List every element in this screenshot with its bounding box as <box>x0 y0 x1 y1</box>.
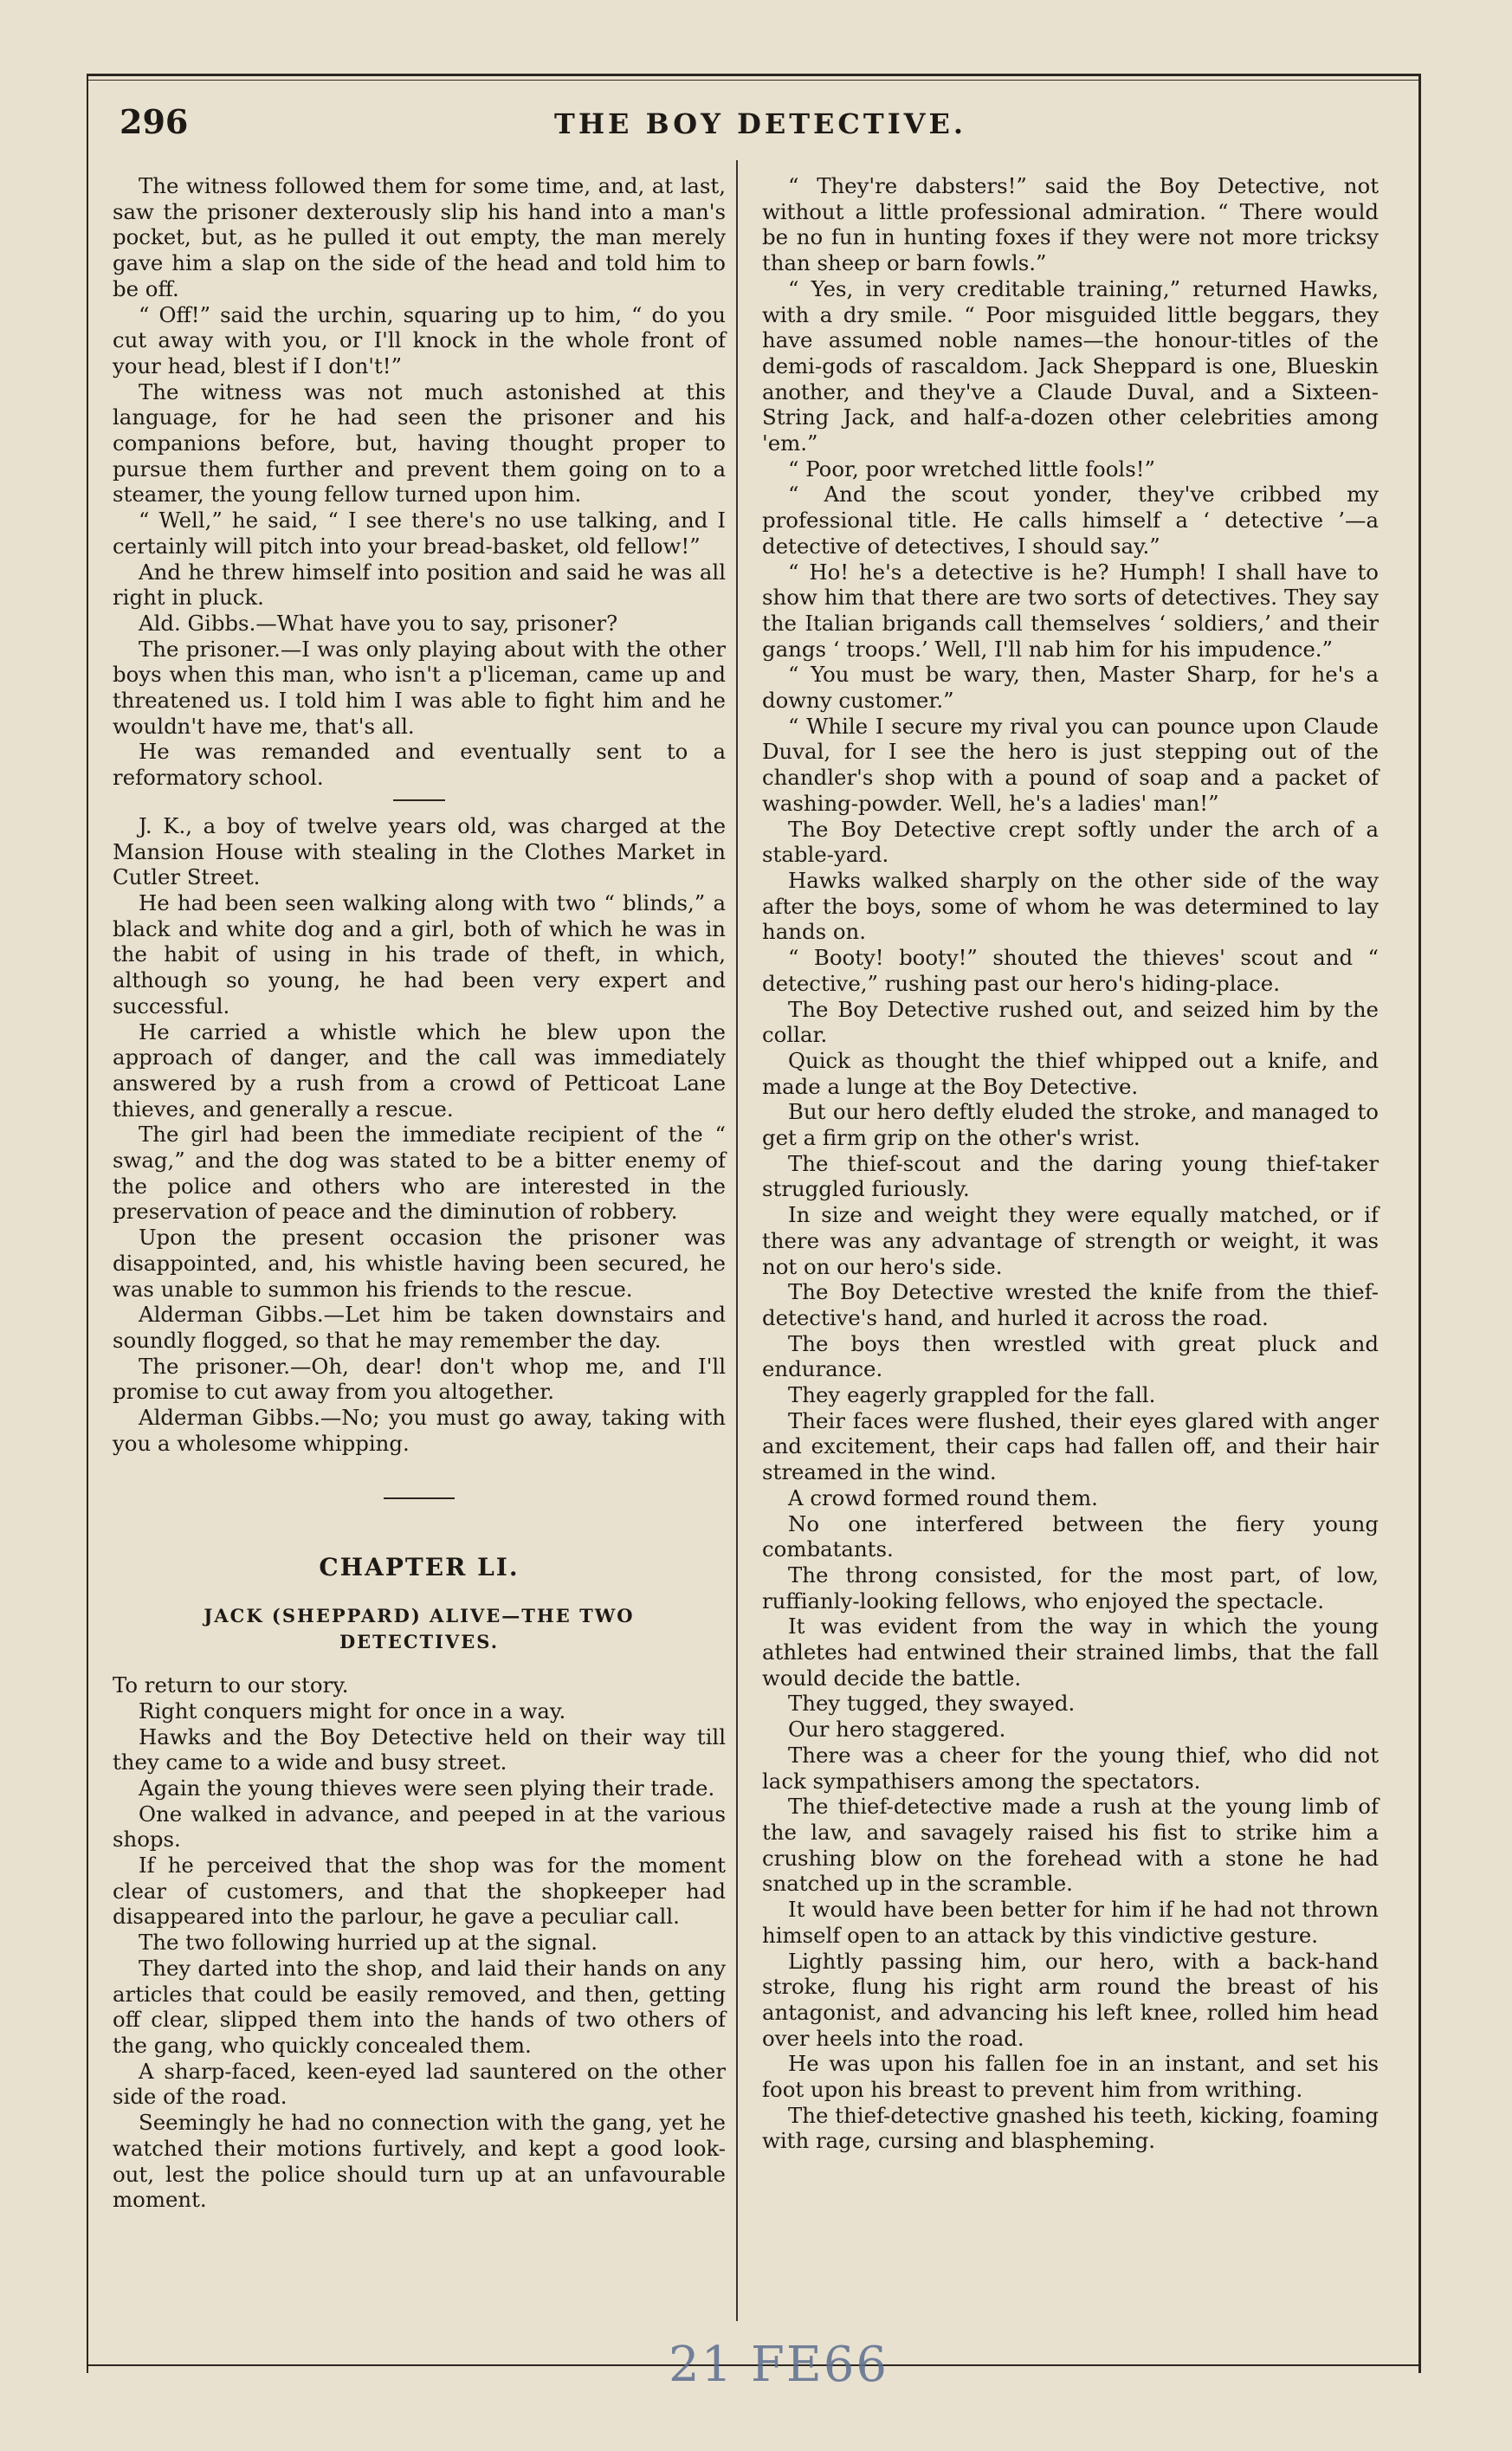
paragraph: “ And the scout yonder, they've cribbed my professional title. He calls himself a ‘ detective ’—a detective of detectives, I should say.” <box>762 482 1379 559</box>
paragraph: A sharp-faced, keen-eyed lad sauntered on the other side of the road. <box>113 2058 726 2110</box>
paragraph: He had been seen walking along with two “ blinds,” a black and white dog and a girl, both of which he was in the habit of using in his trade of theft, in which, although so young, he had been very expert and successful. <box>113 889 726 1019</box>
paragraph: Their faces were flushed, their eyes glared with anger and excitement, their caps had fallen off, and their hair streamed in the wind. <box>762 1407 1379 1485</box>
right-column <box>762 173 1379 2154</box>
left-paras-b <box>113 813 726 1457</box>
paragraph: He was upon his fallen foe in an instant, and set his foot upon his breast to prevent him from writhing. <box>762 2051 1379 2103</box>
paragraph: The throng consisted, for the most part, of low, ruffianly-looking fellows, who enjoyed the spectacle. <box>762 1562 1379 1614</box>
paragraph: The witness was not much astonished at this language, for he had seen the prisoner and his companions before, but, having thought proper to pursue them further and prevent them going on to a steamer, the young fellow turned upon him. <box>113 378 726 508</box>
paragraph: There was a cheer for the young thief, who did not lack sympathisers among the spectators. <box>762 1742 1379 1794</box>
paragraph: The prisoner.—Oh, dear! don't whop me, and I'll promise to cut away from you altogether. <box>113 1353 726 1405</box>
paragraph: Alderman Gibbs.—Let him be taken downstairs and soundly flogged, so that he may remember the day. <box>113 1302 726 1353</box>
paragraph: The prisoner.—I was only playing about with the other boys when this man, who isn't a p'liceman, came up and threatened us. I told him I was able to fight him and he wouldn't have me, that's all. <box>113 636 726 739</box>
paragraph: He carried a whistle which he blew upon the approach of danger, and the call was immediately answered by a rush from a crowd of Petticoat Lane thieves, and generally a rescue. <box>113 1019 726 1122</box>
chapter-subtitle: JACK (SHEPPARD) ALIVE—THE TWO DETECTIVES. <box>204 1605 635 1653</box>
page-number: 296 <box>120 102 189 141</box>
paragraph: If he perceived that the shop was for the moment clear of customers, and that the shopkeeper had disappeared into the parlour, he gave a peculiar call. <box>113 1853 726 1930</box>
running-title: THE BOY DETECTIVE. <box>554 107 967 140</box>
paragraph: A crowd formed round them. <box>788 1484 1098 1510</box>
paragraph: Right conquers might for once in a way. <box>139 1698 566 1723</box>
paragraph: Hawks and the Boy Detective held on their way till they came to a wide and busy street. <box>113 1723 726 1775</box>
paragraph: But our hero deftly eluded the stroke, and managed to get a firm grip on the other's wrist. <box>762 1099 1379 1151</box>
paragraph: One walked in advance, and peeped in at the various shops. <box>113 1801 726 1853</box>
paragraph: It was evident from the way in which the young athletes had entwined their strained limbs, that the fall would decide the battle. <box>762 1614 1379 1691</box>
paragraph: “ They're dabsters!” said the Boy Detective, not without a little professional admiration. “ There would be no fun in hunting foxes if they were not more tricksy than sheep or barn fowls.” <box>762 173 1379 276</box>
chapter-rule <box>384 1497 455 1499</box>
paragraph: “ Ho! he's a detective is he? Humph! I shall have to show him that there are two sorts of detectives. They say the Italian brigands call themselves ‘ soldiers,’ and their gangs ‘ troops.’ Well, I'll nab him for his impudence.” <box>762 559 1379 662</box>
paragraph: The girl had been the immediate recipient of the “ swag,” and the dog was stated to be a bitter enemy of the police and others who are interested in the preservation of peace and the diminution of robbery. <box>113 1122 726 1225</box>
paragraph: No one interfered between the fiery young combatants. <box>762 1510 1379 1562</box>
paragraph: “ Off!” said the urchin, squaring up to him, “ do you cut away with you, or I'll knock in the whole front of your head, blest if I don't!” <box>113 301 726 378</box>
paragraph: They darted into the shop, and laid their hands on any articles that could be easily removed, and then, getting off clear, slipped them into the hands of two others of the gang, who quickly concealed them. <box>113 1955 726 2058</box>
chapter-title: CHAPTER LI. <box>319 1553 520 1582</box>
section-rule <box>393 799 445 801</box>
paragraph: The thief-detective made a rush at the young limb of the law, and savagely raised his fist to strike him a crushing blow on the forehead with a stone he had snatched up in the scramble. <box>762 1794 1379 1897</box>
paragraph: “ Booty! booty!” shouted the thieves' scout and “ detective,” rushing past our hero's hiding-place. <box>762 945 1379 996</box>
paragraph: Quick as thought the thief whipped out a knife, and made a lunge at the Boy Detective. <box>762 1047 1379 1099</box>
paragraph: Seemingly he had no connection with the gang, yet he watched their motions furtively, and kept a good look-out, lest the police should turn up at an unfavourable moment. <box>113 2110 726 2213</box>
paragraph: And he threw himself into position and said he was all right in pluck. <box>113 559 726 611</box>
paragraph: He was remanded and eventually sent to a reformatory school. <box>113 739 726 791</box>
page-border-top-thin <box>87 80 1420 81</box>
paragraph: J. K., a boy of twelve years old, was charged at the Mansion House with stealing in the Clothes Market in Cutler Street. <box>113 812 726 890</box>
paragraph: Lightly passing him, our hero, with a back-hand stroke, flung his right arm round the breast of his antagonist, and advancing his left knee, rolled him head over heels into the road. <box>762 1948 1379 2051</box>
paragraph: To return to our story. <box>113 1672 349 1698</box>
left-paras-a <box>113 173 726 791</box>
left-column <box>113 173 726 2213</box>
page-border-top <box>87 74 1420 76</box>
paragraph: Hawks walked sharply on the other side of the way after the boys, some of whom he was determined to lay hands on. <box>762 867 1379 945</box>
page-border-right <box>1418 74 1421 2373</box>
paragraph: “ Poor, poor wretched little fools!” <box>788 456 1156 482</box>
paragraph: It would have been better for him if he had not thrown himself open to an attack by this vindictive gesture. <box>762 1897 1379 1948</box>
paragraph: In size and weight they were equally matched, or if there was any advantage of strength or weight, it was not on our hero's side. <box>762 1202 1379 1279</box>
paragraph: Our hero staggered. <box>788 1717 1006 1743</box>
paragraph: The thief-scout and the daring young thief-taker struggled furiously. <box>762 1150 1379 1202</box>
paragraph: “ You must be wary, then, Master Sharp, for he's a downy customer.” <box>762 662 1379 714</box>
left-paras-c <box>113 1672 726 2213</box>
paragraph: “ Well,” he said, “ I see there's no use talking, and I certainly will pitch into your bread-basket, old fellow!” <box>113 508 726 559</box>
paragraph: Upon the present occasion the prisoner was disappointed, and, his whistle having been secured, he was unable to summon his friends to the rescue. <box>113 1225 726 1302</box>
page-border-left <box>87 74 88 2373</box>
paragraph: The Boy Detective crept softly under the arch of a stable-yard. <box>762 816 1379 868</box>
paragraph: The witness followed them for some time, and, at last, saw the prisoner dexterously slip his hand into a man's pocket, but, as he pulled it out empty, the man merely gave him a slap on the side of the head and told him to be off. <box>113 173 726 301</box>
paragraph: Ald. Gibbs.—What have you to say, prisoner? <box>139 610 618 636</box>
column-divider <box>736 160 738 2321</box>
paragraph: The thief-detective gnashed his teeth, kicking, foaming with rage, cursing and blaspheming. <box>762 2102 1379 2154</box>
paragraph: They tugged, they swayed. <box>788 1691 1076 1717</box>
paragraph: “ Yes, in very creditable training,” returned Hawks, with a dry smile. “ Poor misguided little beggars, they have assumed noble names—the honour-titles of the demi-gods of rascaldom. Jack Sheppard is one, Blueskin another, and they've a Claude Duval, and a Sixteen-String Jack, and half-a-dozen other celebrities among 'em.” <box>762 275 1379 456</box>
paragraph: The boys then wrestled with great pluck and endurance. <box>762 1330 1379 1382</box>
paragraph: “ While I secure my rival you can pounce upon Claude Duval, for I see the hero is just stepping out of the chandler's shop with a pound of soap and a packet of washing-powder. Well, he's a ladies' man!” <box>762 713 1379 816</box>
paragraph: Again the young thieves were seen plying their trade. <box>139 1775 715 1801</box>
paragraph: The Boy Detective rushed out, and seized him by the collar. <box>762 996 1379 1048</box>
paragraph: The Boy Detective wrested the knife from the thief-detective's hand, and hurled it across the road. <box>762 1279 1379 1330</box>
paragraph: They eagerly grappled for the fall. <box>788 1382 1156 1408</box>
paragraph: The two following hurried up at the signal. <box>139 1930 598 1956</box>
paragraph: Alderman Gibbs.—No; you must go away, taking with you a wholesome whipping. <box>113 1405 726 1456</box>
library-date-stamp: 21 FE66 <box>669 2337 889 2393</box>
